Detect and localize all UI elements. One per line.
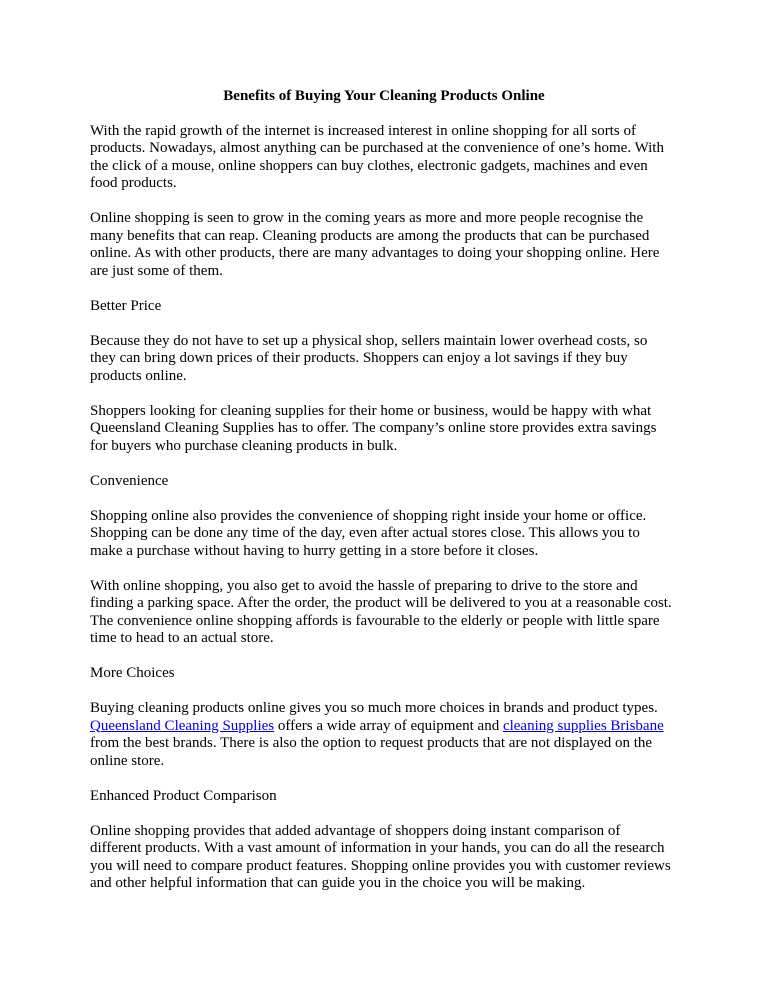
paragraph-line: time to head to an actual store.	[90, 630, 274, 646]
paragraph-line: products. Nowadays, almost anything can be purchased at the convenience of one’s home. With	[90, 140, 664, 156]
paragraph-line: Buying cleaning products online gives you so much more choices in brands and product types.	[90, 700, 658, 716]
paragraph-line: finding a parking space. After the order, the product will be delivered to you at a reasonable cost.	[90, 595, 672, 611]
paragraph-line: make a purchase without having to hurry getting in a store before it closes.	[90, 542, 539, 559]
paragraph-line: Online shopping is seen to grow in the coming years as more and more people recognise the	[90, 210, 644, 226]
paragraph-line: The convenience online shopping affords is favourable to the elderly or people with little spare	[90, 612, 660, 629]
paragraph-line: With online shopping, you also get to avoid the hassle of preparing to drive to the store and	[90, 577, 638, 594]
paragraph-line: food products.	[90, 175, 177, 191]
paragraph-line: With the rapid growth of the internet is increased interest in online shopping for all sorts of	[90, 122, 636, 139]
paragraph-better-price-2	[90, 403, 690, 456]
paragraph-line: Shoppers looking for cleaning supplies for their home or business, would be happy with what	[90, 402, 652, 419]
document-title: Benefits of Buying Your Cleaning Products Online	[223, 88, 545, 104]
paragraph-more-choices	[90, 700, 690, 770]
paragraph-line: Because they do not have to set up a physical shop, sellers maintain lower overhead costs, so	[90, 332, 648, 349]
paragraph-line: many benefits that can reap. Cleaning products are among the products that can be purchased	[90, 227, 650, 244]
paragraph-line: online store.	[90, 752, 165, 769]
paragraph-line: Online shopping provides that added advantage of shoppers doing instant comparison of	[90, 822, 621, 839]
paragraph-advantages	[90, 210, 690, 280]
intro-paragraph	[90, 123, 690, 193]
paragraph-line: the click of a mouse, online shoppers can buy clothes, electronic gadgets, machines and even	[90, 157, 648, 174]
cleaning-supplies-brisbane-link[interactable]: cleaning supplies Brisbane	[502, 717, 664, 734]
paragraph-line: online. As with other products, there are many advantages to doing your shopping online. Here	[90, 245, 660, 261]
paragraph-comparison	[90, 823, 690, 893]
paragraph-line: are just some of them.	[90, 262, 223, 279]
section-heading-convenience: Convenience	[90, 472, 169, 489]
paragraph-convenience-1	[90, 508, 690, 561]
document-page	[90, 88, 690, 910]
paragraph-line: for buyers who purchase cleaning products in bulk.	[90, 437, 398, 454]
queensland-cleaning-supplies-link[interactable]: Queensland Cleaning Supplies	[90, 717, 275, 734]
section-heading-better-price: Better Price	[90, 297, 162, 314]
paragraph-line: different products. With a vast amount of information in your hands, you can do all the research	[90, 840, 665, 856]
paragraph-line-with-links	[90, 718, 690, 736]
paragraph-better-price-1	[90, 333, 690, 386]
paragraph-line: you will need to compare product features. Shopping online provides you with customer reviews	[90, 857, 671, 874]
paragraph-line: Shopping online also provides the convenience of shopping right inside your home or office.	[90, 507, 647, 524]
paragraph-line: Queensland Cleaning Supplies has to offer. The company’s online store provides extra savings	[90, 420, 657, 436]
paragraph-text: offers a wide array of equipment and	[274, 717, 503, 734]
section-heading-comparison: Enhanced Product Comparison	[90, 787, 277, 804]
paragraph-convenience-2	[90, 578, 690, 648]
paragraph-line: products online.	[90, 367, 187, 384]
paragraph-line: they can bring down prices of their products. Shoppers can enjoy a lot savings if they buy	[90, 350, 628, 366]
section-heading-more-choices: More Choices	[90, 665, 175, 681]
paragraph-line: Shopping can be done any time of the day, even after actual stores close. This allows you to	[90, 525, 640, 541]
paragraph-line: and other helpful information that can guide you in the choice you will be making.	[90, 875, 586, 891]
paragraph-line: from the best brands. There is also the option to request products that are not displayed on the	[90, 735, 653, 751]
